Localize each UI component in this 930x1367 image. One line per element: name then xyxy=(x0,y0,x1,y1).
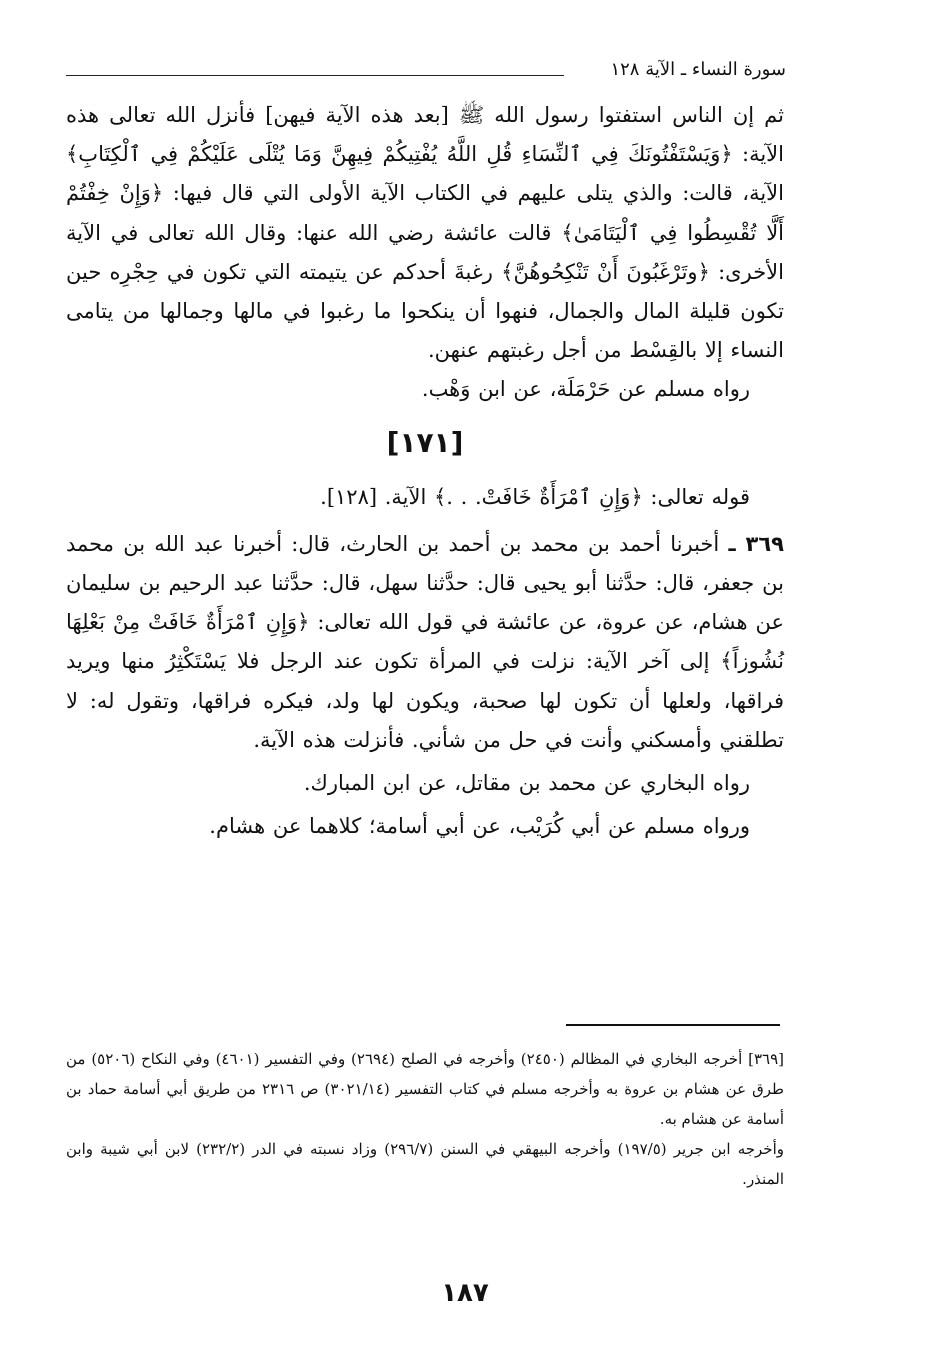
footnote-additional: وأخرجه ابن جرير (١٩٧/٥) وأخرجه البيهقي في السنن (٢٩٦/٧) وزاد نسبته في الدر (٢٣٢/٢) لابن أبي شيبة وابن المنذر. xyxy=(66,1140,784,1188)
paragraph-continuation: ثم إن الناس استفتوا رسول الله ﷺ [بعد هذه الآية فيهن] فأنزل الله تعالى هذه الآية: ﴿وَيَسْتَفْتُونَكَ فِي ٱلنِّسَاءِ قُلِ اللَّهُ يُفْتِيكُمْ فِيهِنَّ وَمَا يُتْلَى عَلَيْكُمْ فِي ٱلْكِتَابِ﴾ الآية، قالت: والذي يتلى عليهم في الكتاب الآية الأولى التي قال فيها: ﴿وَإِنْ خِفْتُمْ أَلَّا تُقْسِطُوا فِي ٱلْيَتَامَىٰ﴾ قالت عائشة رضي الله عنها: وقال الله تعالى في الآية الأخرى: ﴿وتَرْغَبُونَ أَنْ تَنْكِحُوهُنَّ﴾ رغبةَ أحدكم عن يتيمته التي تكون في حِجْرِه حين تكون قليلة المال والجمال، فنهوا أن ينكحوا ما رغبوا في مالها وجمالها من يتامى النساء إلا بالقِسْط من أجل رغبتهم عنهن. xyxy=(66,103,784,363)
header-title: سورة النساء ـ الآية ١٢٨ xyxy=(610,59,786,80)
main-text xyxy=(66,96,784,846)
verse-heading: قوله تعالى: ﴿وَإِنِ ٱمْرَأَةٌ خَافَتْ. . .﴾ الآية. [١٢٨]. xyxy=(320,484,750,509)
section-number: [١٧١] xyxy=(386,425,464,459)
narration-muslim: رواه مسلم عن حَرْمَلَة، عن ابن وَهْب. xyxy=(421,377,750,402)
running-header xyxy=(66,58,786,84)
footnote-369: [٣٦٩] أخرجه البخاري في المظالم (٢٤٥٠) وأخرجه في الصلح (٢٦٩٤) وفي التفسير (٤٦٠١) وفي النكاح (٥٢٠٦) من طرق عن هشام بن عروة به وأخرجه مسلم في كتاب التفسير (٣٠٢١/١٤) ص ٢٣١٦ من طريق أبي أسامة حماد بن أسامة عن هشام به. xyxy=(66,1050,784,1128)
footnote-separator xyxy=(566,1024,780,1026)
narration-bukhari: رواه البخاري عن محمد بن مقاتل، عن ابن المبارك. xyxy=(303,771,750,796)
footnotes xyxy=(66,1044,784,1194)
header-rule xyxy=(66,75,564,76)
narration-muslim-2: ورواه مسلم عن أبي كُرَيْب، عن أبي أسامة؛ كلاهما عن هشام. xyxy=(209,814,750,839)
page-number: ١٨٧ xyxy=(441,1278,489,1308)
hadith-number: ٣٦٩ ـ xyxy=(728,531,784,556)
hadith-paragraph xyxy=(66,525,784,760)
hadith-text: أخبرنا أحمد بن محمد بن أحمد بن الحارث، قال: أخبرنا عبد الله بن محمد بن جعفر، قال: حدَّثنا أبو يحيى قال: حدَّثنا سهل، قال: حدَّثنا عبد الرحيم بن سليمان عن هشام، عن عروة، عن عائشة في قول الله تعالى: ﴿وَإِنِ ٱمْرَأَةٌ خَافَتْ مِنْ بَعْلِهَا نُشُوزاً﴾ إلى آخر الآية: نزلت في المرأة تكون عند الرجل فلا يَسْتَكْثِرُ منها ويريد فراقها، ولعلها أن تكون لها صحبة، ويكون لها ولد، فيكره فراقها، وتقول له: لا تطلقني وأمسكني وأنت في حل من شأني. فأنزلت هذه الآية. xyxy=(66,531,784,752)
